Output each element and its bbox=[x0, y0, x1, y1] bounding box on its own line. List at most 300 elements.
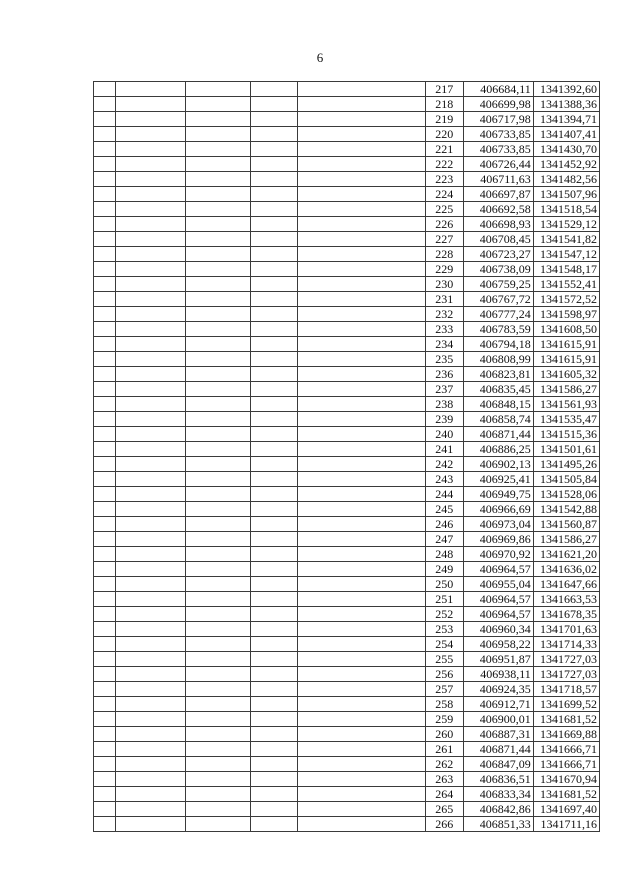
table-row bbox=[94, 412, 600, 427]
point-number-cell: 256 bbox=[425, 667, 463, 682]
table-row bbox=[94, 487, 600, 502]
y-coordinate-cell: 1341561,93 bbox=[533, 397, 599, 412]
empty-cell bbox=[297, 577, 425, 592]
x-coordinate-cell: 406808,99 bbox=[463, 352, 533, 367]
table-row bbox=[94, 802, 600, 817]
y-coordinate-cell: 1341552,41 bbox=[533, 277, 599, 292]
empty-cell bbox=[116, 802, 185, 817]
x-coordinate-cell: 406951,87 bbox=[463, 652, 533, 667]
empty-cell bbox=[297, 172, 425, 187]
x-coordinate-cell: 406708,45 bbox=[463, 232, 533, 247]
empty-cell bbox=[116, 337, 185, 352]
y-coordinate-cell: 1341636,02 bbox=[533, 562, 599, 577]
x-coordinate-cell: 406887,31 bbox=[463, 727, 533, 742]
x-coordinate-cell: 406949,75 bbox=[463, 487, 533, 502]
y-coordinate-cell: 1341560,87 bbox=[533, 517, 599, 532]
x-coordinate-cell: 406777,24 bbox=[463, 307, 533, 322]
empty-cell bbox=[250, 667, 297, 682]
empty-cell bbox=[94, 817, 116, 832]
y-coordinate-cell: 1341681,52 bbox=[533, 712, 599, 727]
empty-cell bbox=[297, 352, 425, 367]
empty-cell bbox=[185, 172, 250, 187]
point-number-cell: 266 bbox=[425, 817, 463, 832]
empty-cell bbox=[250, 82, 297, 97]
y-coordinate-cell: 1341528,06 bbox=[533, 487, 599, 502]
empty-cell bbox=[185, 652, 250, 667]
point-number-cell: 259 bbox=[425, 712, 463, 727]
empty-cell bbox=[94, 202, 116, 217]
table-row bbox=[94, 547, 600, 562]
empty-cell bbox=[185, 442, 250, 457]
empty-cell bbox=[185, 757, 250, 772]
point-number-cell: 236 bbox=[425, 367, 463, 382]
y-coordinate-cell: 1341518,54 bbox=[533, 202, 599, 217]
point-number-cell: 248 bbox=[425, 547, 463, 562]
empty-cell bbox=[185, 667, 250, 682]
empty-cell bbox=[250, 277, 297, 292]
point-number-cell: 232 bbox=[425, 307, 463, 322]
empty-cell bbox=[185, 502, 250, 517]
empty-cell bbox=[116, 742, 185, 757]
empty-cell bbox=[185, 337, 250, 352]
table-row bbox=[94, 232, 600, 247]
point-number-cell: 255 bbox=[425, 652, 463, 667]
point-number-cell: 233 bbox=[425, 322, 463, 337]
empty-cell bbox=[94, 172, 116, 187]
empty-cell bbox=[250, 232, 297, 247]
empty-cell bbox=[185, 547, 250, 562]
table-row bbox=[94, 307, 600, 322]
table-row bbox=[94, 457, 600, 472]
point-number-cell: 239 bbox=[425, 412, 463, 427]
empty-cell bbox=[116, 442, 185, 457]
point-number-cell: 247 bbox=[425, 532, 463, 547]
point-number-cell: 265 bbox=[425, 802, 463, 817]
empty-cell bbox=[250, 502, 297, 517]
point-number-cell: 258 bbox=[425, 697, 463, 712]
x-coordinate-cell: 406924,35 bbox=[463, 682, 533, 697]
table-row bbox=[94, 382, 600, 397]
x-coordinate-cell: 406955,04 bbox=[463, 577, 533, 592]
point-number-cell: 224 bbox=[425, 187, 463, 202]
empty-cell bbox=[185, 487, 250, 502]
x-coordinate-cell: 406966,69 bbox=[463, 502, 533, 517]
empty-cell bbox=[94, 652, 116, 667]
x-coordinate-cell: 406733,85 bbox=[463, 142, 533, 157]
empty-cell bbox=[297, 547, 425, 562]
y-coordinate-cell: 1341598,97 bbox=[533, 307, 599, 322]
empty-cell bbox=[94, 712, 116, 727]
table-row bbox=[94, 352, 600, 367]
empty-cell bbox=[297, 337, 425, 352]
empty-cell bbox=[297, 472, 425, 487]
table-row bbox=[94, 652, 600, 667]
x-coordinate-cell: 406726,44 bbox=[463, 157, 533, 172]
point-number-cell: 263 bbox=[425, 772, 463, 787]
table-row bbox=[94, 202, 600, 217]
empty-cell bbox=[297, 187, 425, 202]
point-number-cell: 241 bbox=[425, 442, 463, 457]
y-coordinate-cell: 1341452,92 bbox=[533, 157, 599, 172]
table-row bbox=[94, 472, 600, 487]
empty-cell bbox=[185, 322, 250, 337]
empty-cell bbox=[116, 817, 185, 832]
empty-cell bbox=[94, 592, 116, 607]
empty-cell bbox=[94, 112, 116, 127]
empty-cell bbox=[297, 532, 425, 547]
point-number-cell: 249 bbox=[425, 562, 463, 577]
x-coordinate-cell: 406759,25 bbox=[463, 277, 533, 292]
table-row bbox=[94, 82, 600, 97]
empty-cell bbox=[185, 577, 250, 592]
empty-cell bbox=[297, 142, 425, 157]
point-number-cell: 228 bbox=[425, 247, 463, 262]
table-row bbox=[94, 502, 600, 517]
x-coordinate-cell: 406684,11 bbox=[463, 82, 533, 97]
empty-cell bbox=[185, 427, 250, 442]
empty-cell bbox=[94, 727, 116, 742]
point-number-cell: 218 bbox=[425, 97, 463, 112]
empty-cell bbox=[116, 562, 185, 577]
empty-cell bbox=[297, 307, 425, 322]
table-row bbox=[94, 127, 600, 142]
empty-cell bbox=[297, 382, 425, 397]
table-row bbox=[94, 337, 600, 352]
table-row bbox=[94, 787, 600, 802]
empty-cell bbox=[116, 502, 185, 517]
empty-cell bbox=[116, 457, 185, 472]
point-number-cell: 240 bbox=[425, 427, 463, 442]
table-row bbox=[94, 292, 600, 307]
y-coordinate-cell: 1341663,53 bbox=[533, 592, 599, 607]
empty-cell bbox=[250, 622, 297, 637]
empty-cell bbox=[297, 697, 425, 712]
y-coordinate-cell: 1341501,61 bbox=[533, 442, 599, 457]
table-row bbox=[94, 562, 600, 577]
table-row bbox=[94, 727, 600, 742]
empty-cell bbox=[250, 802, 297, 817]
x-coordinate-cell: 406823,81 bbox=[463, 367, 533, 382]
empty-cell bbox=[297, 412, 425, 427]
point-number-cell: 264 bbox=[425, 787, 463, 802]
y-coordinate-cell: 1341505,84 bbox=[533, 472, 599, 487]
empty-cell bbox=[94, 157, 116, 172]
y-coordinate-cell: 1341548,17 bbox=[533, 262, 599, 277]
empty-cell bbox=[185, 742, 250, 757]
empty-cell bbox=[185, 187, 250, 202]
empty-cell bbox=[250, 217, 297, 232]
empty-cell bbox=[185, 532, 250, 547]
empty-cell bbox=[297, 82, 425, 97]
empty-cell bbox=[297, 637, 425, 652]
empty-cell bbox=[94, 667, 116, 682]
table-row bbox=[94, 142, 600, 157]
empty-cell bbox=[185, 247, 250, 262]
point-number-cell: 227 bbox=[425, 232, 463, 247]
table-row bbox=[94, 247, 600, 262]
point-number-cell: 225 bbox=[425, 202, 463, 217]
empty-cell bbox=[297, 757, 425, 772]
empty-cell bbox=[116, 82, 185, 97]
empty-cell bbox=[297, 367, 425, 382]
empty-cell bbox=[185, 202, 250, 217]
table-row bbox=[94, 442, 600, 457]
empty-cell bbox=[116, 772, 185, 787]
y-coordinate-cell: 1341608,50 bbox=[533, 322, 599, 337]
point-number-cell: 230 bbox=[425, 277, 463, 292]
x-coordinate-cell: 406738,09 bbox=[463, 262, 533, 277]
empty-cell bbox=[297, 622, 425, 637]
empty-cell bbox=[94, 442, 116, 457]
empty-cell bbox=[297, 652, 425, 667]
table-row bbox=[94, 97, 600, 112]
table-row bbox=[94, 262, 600, 277]
empty-cell bbox=[250, 817, 297, 832]
empty-cell bbox=[185, 517, 250, 532]
empty-cell bbox=[94, 232, 116, 247]
empty-cell bbox=[185, 457, 250, 472]
empty-cell bbox=[297, 817, 425, 832]
y-coordinate-cell: 1341430,70 bbox=[533, 142, 599, 157]
empty-cell bbox=[94, 427, 116, 442]
y-coordinate-cell: 1341392,60 bbox=[533, 82, 599, 97]
table-row bbox=[94, 397, 600, 412]
point-number-cell: 234 bbox=[425, 337, 463, 352]
empty-cell bbox=[94, 412, 116, 427]
empty-cell bbox=[94, 562, 116, 577]
table-row bbox=[94, 607, 600, 622]
y-coordinate-cell: 1341572,52 bbox=[533, 292, 599, 307]
table-row bbox=[94, 172, 600, 187]
point-number-cell: 237 bbox=[425, 382, 463, 397]
empty-cell bbox=[185, 682, 250, 697]
empty-cell bbox=[185, 157, 250, 172]
empty-cell bbox=[185, 142, 250, 157]
x-coordinate-cell: 406836,51 bbox=[463, 772, 533, 787]
empty-cell bbox=[116, 412, 185, 427]
empty-cell bbox=[116, 202, 185, 217]
y-coordinate-cell: 1341718,57 bbox=[533, 682, 599, 697]
empty-cell bbox=[297, 127, 425, 142]
table-row bbox=[94, 682, 600, 697]
x-coordinate-cell: 406711,63 bbox=[463, 172, 533, 187]
point-number-cell: 261 bbox=[425, 742, 463, 757]
empty-cell bbox=[185, 817, 250, 832]
x-coordinate-cell: 406717,98 bbox=[463, 112, 533, 127]
x-coordinate-cell: 406858,74 bbox=[463, 412, 533, 427]
y-coordinate-cell: 1341699,52 bbox=[533, 697, 599, 712]
empty-cell bbox=[94, 682, 116, 697]
empty-cell bbox=[116, 427, 185, 442]
empty-cell bbox=[185, 787, 250, 802]
empty-cell bbox=[185, 127, 250, 142]
empty-cell bbox=[116, 292, 185, 307]
table-row bbox=[94, 757, 600, 772]
empty-cell bbox=[297, 592, 425, 607]
empty-cell bbox=[250, 757, 297, 772]
empty-cell bbox=[185, 262, 250, 277]
empty-cell bbox=[185, 592, 250, 607]
empty-cell bbox=[116, 382, 185, 397]
empty-cell bbox=[185, 82, 250, 97]
empty-cell bbox=[297, 787, 425, 802]
empty-cell bbox=[94, 487, 116, 502]
empty-cell bbox=[250, 457, 297, 472]
empty-cell bbox=[116, 757, 185, 772]
x-coordinate-cell: 406767,72 bbox=[463, 292, 533, 307]
point-number-cell: 223 bbox=[425, 172, 463, 187]
y-coordinate-cell: 1341697,40 bbox=[533, 802, 599, 817]
y-coordinate-cell: 1341727,03 bbox=[533, 652, 599, 667]
empty-cell bbox=[94, 292, 116, 307]
table-row bbox=[94, 532, 600, 547]
y-coordinate-cell: 1341681,52 bbox=[533, 787, 599, 802]
y-coordinate-cell: 1341666,71 bbox=[533, 742, 599, 757]
point-number-cell: 231 bbox=[425, 292, 463, 307]
x-coordinate-cell: 406697,87 bbox=[463, 187, 533, 202]
empty-cell bbox=[297, 427, 425, 442]
empty-cell bbox=[185, 412, 250, 427]
y-coordinate-cell: 1341701,63 bbox=[533, 622, 599, 637]
empty-cell bbox=[94, 127, 116, 142]
x-coordinate-cell: 406925,41 bbox=[463, 472, 533, 487]
empty-cell bbox=[185, 232, 250, 247]
empty-cell bbox=[94, 277, 116, 292]
empty-cell bbox=[94, 577, 116, 592]
empty-cell bbox=[94, 772, 116, 787]
empty-cell bbox=[250, 607, 297, 622]
empty-cell bbox=[94, 787, 116, 802]
empty-cell bbox=[250, 547, 297, 562]
point-number-cell: 257 bbox=[425, 682, 463, 697]
empty-cell bbox=[94, 457, 116, 472]
empty-cell bbox=[250, 322, 297, 337]
point-number-cell: 226 bbox=[425, 217, 463, 232]
empty-cell bbox=[297, 727, 425, 742]
empty-cell bbox=[250, 532, 297, 547]
x-coordinate-cell: 406958,22 bbox=[463, 637, 533, 652]
empty-cell bbox=[94, 472, 116, 487]
point-number-cell: 235 bbox=[425, 352, 463, 367]
x-coordinate-cell: 406964,57 bbox=[463, 607, 533, 622]
empty-cell bbox=[94, 757, 116, 772]
y-coordinate-cell: 1341670,94 bbox=[533, 772, 599, 787]
point-number-cell: 217 bbox=[425, 82, 463, 97]
empty-cell bbox=[116, 307, 185, 322]
x-coordinate-cell: 406692,58 bbox=[463, 202, 533, 217]
y-coordinate-cell: 1341711,16 bbox=[533, 817, 599, 832]
table-row bbox=[94, 322, 600, 337]
y-coordinate-cell: 1341714,33 bbox=[533, 637, 599, 652]
empty-cell bbox=[116, 787, 185, 802]
empty-cell bbox=[250, 652, 297, 667]
empty-cell bbox=[297, 712, 425, 727]
empty-cell bbox=[94, 337, 116, 352]
empty-cell bbox=[94, 307, 116, 322]
empty-cell bbox=[94, 397, 116, 412]
y-coordinate-cell: 1341727,03 bbox=[533, 667, 599, 682]
empty-cell bbox=[185, 772, 250, 787]
empty-cell bbox=[94, 82, 116, 97]
empty-cell bbox=[94, 247, 116, 262]
empty-cell bbox=[250, 517, 297, 532]
x-coordinate-cell: 406900,01 bbox=[463, 712, 533, 727]
empty-cell bbox=[297, 802, 425, 817]
point-number-cell: 254 bbox=[425, 637, 463, 652]
table-row bbox=[94, 667, 600, 682]
empty-cell bbox=[250, 787, 297, 802]
empty-cell bbox=[185, 352, 250, 367]
table-row bbox=[94, 817, 600, 832]
empty-cell bbox=[185, 97, 250, 112]
empty-cell bbox=[250, 187, 297, 202]
empty-cell bbox=[116, 532, 185, 547]
empty-cell bbox=[116, 157, 185, 172]
empty-cell bbox=[116, 637, 185, 652]
empty-cell bbox=[185, 637, 250, 652]
point-number-cell: 220 bbox=[425, 127, 463, 142]
empty-cell bbox=[297, 217, 425, 232]
empty-cell bbox=[250, 697, 297, 712]
empty-cell bbox=[185, 562, 250, 577]
empty-cell bbox=[297, 502, 425, 517]
point-number-cell: 260 bbox=[425, 727, 463, 742]
page-number: 6 bbox=[316, 50, 324, 65]
empty-cell bbox=[250, 97, 297, 112]
empty-cell bbox=[250, 472, 297, 487]
table-row bbox=[94, 427, 600, 442]
empty-cell bbox=[116, 712, 185, 727]
empty-cell bbox=[297, 277, 425, 292]
empty-cell bbox=[116, 622, 185, 637]
table-row bbox=[94, 637, 600, 652]
empty-cell bbox=[297, 157, 425, 172]
x-coordinate-cell: 406871,44 bbox=[463, 427, 533, 442]
empty-cell bbox=[116, 322, 185, 337]
point-number-cell: 251 bbox=[425, 592, 463, 607]
empty-cell bbox=[116, 607, 185, 622]
x-coordinate-cell: 406973,04 bbox=[463, 517, 533, 532]
empty-cell bbox=[116, 547, 185, 562]
x-coordinate-cell: 406851,33 bbox=[463, 817, 533, 832]
y-coordinate-cell: 1341678,35 bbox=[533, 607, 599, 622]
x-coordinate-cell: 406964,57 bbox=[463, 592, 533, 607]
empty-cell bbox=[116, 217, 185, 232]
y-coordinate-cell: 1341605,32 bbox=[533, 367, 599, 382]
empty-cell bbox=[116, 247, 185, 262]
empty-cell bbox=[250, 262, 297, 277]
coordinates-table bbox=[93, 81, 600, 832]
y-coordinate-cell: 1341529,12 bbox=[533, 217, 599, 232]
table-row bbox=[94, 517, 600, 532]
y-coordinate-cell: 1341542,88 bbox=[533, 502, 599, 517]
empty-cell bbox=[94, 637, 116, 652]
empty-cell bbox=[185, 397, 250, 412]
y-coordinate-cell: 1341586,27 bbox=[533, 382, 599, 397]
empty-cell bbox=[94, 322, 116, 337]
y-coordinate-cell: 1341507,96 bbox=[533, 187, 599, 202]
empty-cell bbox=[94, 502, 116, 517]
empty-cell bbox=[297, 667, 425, 682]
empty-cell bbox=[116, 112, 185, 127]
point-number-cell: 222 bbox=[425, 157, 463, 172]
empty-cell bbox=[116, 667, 185, 682]
empty-cell bbox=[250, 442, 297, 457]
table-row bbox=[94, 217, 600, 232]
empty-cell bbox=[297, 292, 425, 307]
y-coordinate-cell: 1341495,26 bbox=[533, 457, 599, 472]
empty-cell bbox=[185, 277, 250, 292]
